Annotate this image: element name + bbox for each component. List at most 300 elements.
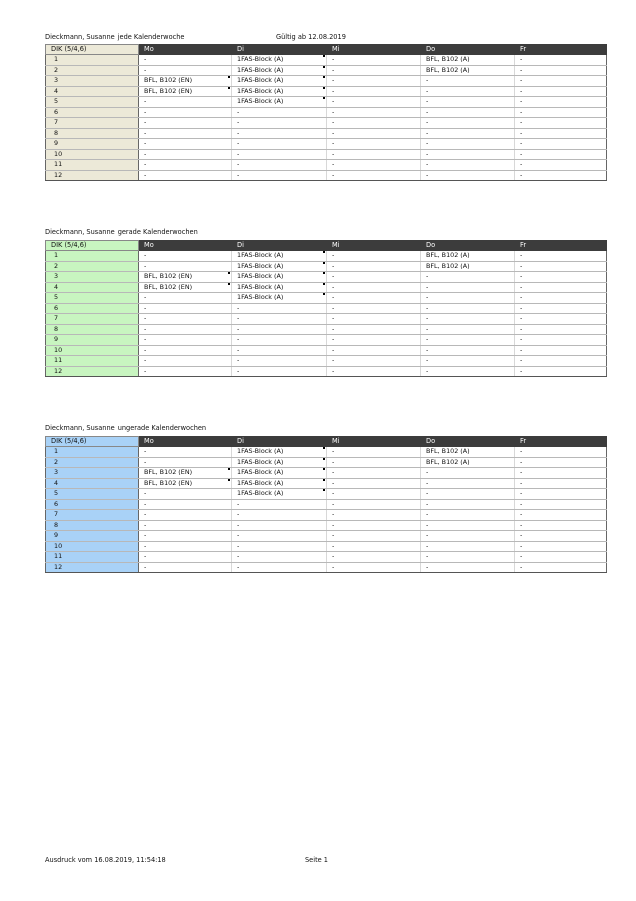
lesson-cell [232,447,327,458]
lesson-cell [515,314,607,325]
period-number: 3 [46,468,139,479]
lesson-cell [327,118,421,129]
table-row [46,107,607,118]
lesson-text: - [520,261,523,270]
header-row [46,437,607,447]
table-row [46,282,607,293]
lesson-cell [515,541,607,552]
class-code-header: DIK (5/4,6) [46,241,139,251]
lesson-cell [327,282,421,293]
lesson-text: - [144,261,147,270]
lesson-text: - [144,541,147,550]
lesson-text: - [332,86,335,95]
lesson-cell [421,478,515,489]
lesson-cell [515,76,607,87]
lesson-text: - [426,282,429,291]
lesson-text: - [332,128,335,137]
lesson-text: - [520,356,523,365]
table-row [46,562,607,573]
lesson-text: - [144,65,147,74]
lesson-cell [515,478,607,489]
lesson-text: - [144,335,147,344]
lesson-text: - [332,55,335,64]
lesson-text: - [426,335,429,344]
cell-marker [228,76,230,78]
table-row [46,324,607,335]
lesson-text: - [426,468,429,477]
day-header: Mi [327,437,421,447]
lesson-cell [139,293,232,304]
lesson-cell [139,160,232,171]
lesson-cell [515,293,607,304]
lesson-cell [327,139,421,150]
lesson-text: - [332,520,335,529]
lesson-text: - [237,520,240,529]
cell-marker [323,262,325,264]
day-header: Fr [515,437,607,447]
lesson-cell [232,107,327,118]
lesson-text: - [426,552,429,561]
lesson-cell [139,552,232,563]
lesson-text: - [426,356,429,365]
lesson-cell [139,282,232,293]
lesson-cell [515,552,607,563]
lesson-cell [327,457,421,468]
lesson-text: - [520,107,523,116]
lesson-text: - [237,324,240,333]
lesson-cell [139,261,232,272]
lesson-text: - [144,324,147,333]
lesson-cell [139,335,232,346]
table-row [46,520,607,531]
lesson-text: - [332,314,335,323]
lesson-text: - [520,293,523,302]
lesson-cell [515,97,607,108]
lesson-cell [139,499,232,510]
lesson-cell [232,55,327,66]
lesson-cell [515,65,607,76]
lesson-cell [232,170,327,181]
cell-marker [323,479,325,481]
lesson-cell [421,335,515,346]
lesson-text: - [332,118,335,127]
lesson-cell [232,261,327,272]
lesson-text: BFL, B102 (EN) [144,86,193,95]
lesson-text: 1FAS-Block (A) [237,97,284,106]
table-row [46,293,607,304]
lesson-text: - [520,86,523,95]
lesson-cell [232,251,327,262]
lesson-text: - [332,478,335,487]
section-title-2 [45,228,198,236]
lesson-cell [232,118,327,129]
lesson-cell [139,478,232,489]
lesson-cell [515,531,607,542]
class-code-header: DIK (5/4,6) [46,45,139,55]
period-number: 4 [46,282,139,293]
lesson-cell [515,303,607,314]
lesson-text: BFL, B102 (A) [426,457,470,466]
lesson-cell [421,447,515,458]
period-number: 10 [46,345,139,356]
lesson-text: - [520,170,523,179]
day-header: Di [232,45,327,55]
table-row [46,457,607,468]
lesson-text: - [144,447,147,456]
period-number: 2 [46,65,139,76]
lesson-cell [139,541,232,552]
lesson-cell [327,261,421,272]
lesson-cell [421,170,515,181]
lesson-text: - [332,149,335,158]
lesson-cell [421,97,515,108]
lesson-text: - [426,139,429,148]
period-number: 6 [46,499,139,510]
table-row [46,356,607,367]
lesson-text: - [237,531,240,540]
lesson-text: - [520,520,523,529]
lesson-cell [232,335,327,346]
lesson-text: - [237,541,240,550]
lesson-text: BFL, B102 (EN) [144,478,193,487]
lesson-cell [232,314,327,325]
cell-marker [323,489,325,491]
lesson-cell [515,118,607,129]
lesson-text: 1FAS-Block (A) [237,55,284,64]
table-row [46,170,607,181]
table-row [46,86,607,97]
lesson-text: - [426,97,429,106]
cell-marker [323,87,325,89]
lesson-text: - [237,128,240,137]
lesson-cell [421,149,515,160]
lesson-text: - [520,499,523,508]
lesson-text: - [332,324,335,333]
lesson-text: - [237,139,240,148]
lesson-cell [232,86,327,97]
lesson-text: BFL, B102 (A) [426,251,470,260]
cell-marker [228,283,230,285]
lesson-text: BFL, B102 (EN) [144,282,193,291]
cell-marker [323,447,325,449]
lesson-text: - [144,303,147,312]
lesson-cell [139,366,232,377]
lesson-cell [139,345,232,356]
lesson-cell [232,499,327,510]
lesson-cell [515,149,607,160]
lesson-text: - [520,76,523,85]
lesson-cell [421,118,515,129]
lesson-text: - [520,489,523,498]
week-type-label: gerade Kalenderwochen [117,228,198,236]
lesson-text: - [144,293,147,302]
timetable-even-weeks [45,240,607,377]
lesson-text: - [332,261,335,270]
lesson-text: - [144,552,147,561]
timetable-every-week [45,44,607,181]
lesson-text: - [144,97,147,106]
lesson-text: - [332,541,335,550]
lesson-text: - [426,366,429,375]
lesson-text: BFL, B102 (A) [426,261,470,270]
lesson-cell [232,139,327,150]
lesson-text: BFL, B102 (A) [426,65,470,74]
period-number: 12 [46,170,139,181]
lesson-cell [421,531,515,542]
table-row [46,541,607,552]
lesson-text: - [332,345,335,354]
lesson-cell [232,468,327,479]
lesson-text: - [426,499,429,508]
lesson-cell [515,282,607,293]
lesson-cell [421,468,515,479]
lesson-cell [421,272,515,283]
lesson-cell [139,139,232,150]
table-row [46,345,607,356]
period-number: 8 [46,520,139,531]
lesson-text: - [520,118,523,127]
lesson-cell [515,499,607,510]
lesson-text: - [520,272,523,281]
lesson-text: - [144,366,147,375]
lesson-text: - [332,489,335,498]
lesson-cell [327,356,421,367]
lesson-cell [421,489,515,500]
lesson-cell [515,160,607,171]
lesson-text: - [332,65,335,74]
lesson-text: 1FAS-Block (A) [237,489,284,498]
lesson-cell [232,272,327,283]
lesson-cell [327,335,421,346]
period-number: 9 [46,335,139,346]
class-code-header: DIK (5/4,6) [46,437,139,447]
period-number: 12 [46,562,139,573]
lesson-text: - [520,552,523,561]
lesson-text: - [237,335,240,344]
lesson-cell [327,76,421,87]
lesson-text: BFL, B102 (EN) [144,272,193,281]
lesson-text: - [426,520,429,529]
lesson-text: - [332,447,335,456]
lesson-cell [327,520,421,531]
lesson-text: - [426,489,429,498]
table-row [46,489,607,500]
lesson-cell [327,510,421,521]
lesson-cell [421,324,515,335]
lesson-cell [232,303,327,314]
lesson-cell [139,468,232,479]
lesson-cell [421,314,515,325]
lesson-cell [421,293,515,304]
lesson-cell [232,478,327,489]
day-header: Di [232,437,327,447]
lesson-text: - [237,345,240,354]
lesson-text: - [520,335,523,344]
lesson-text: - [237,366,240,375]
lesson-text: - [144,149,147,158]
lesson-text: - [144,531,147,540]
lesson-cell [139,76,232,87]
day-header: Mi [327,45,421,55]
lesson-cell [421,366,515,377]
lesson-text: BFL, B102 (EN) [144,76,193,85]
lesson-text: - [237,356,240,365]
lesson-text: 1FAS-Block (A) [237,251,284,260]
cell-marker [228,87,230,89]
lesson-text: - [426,345,429,354]
lesson-text: - [237,552,240,561]
table-row [46,366,607,377]
lesson-cell [421,520,515,531]
lesson-cell [515,139,607,150]
period-number: 11 [46,160,139,171]
lesson-cell [139,272,232,283]
lesson-text: - [144,107,147,116]
lesson-cell [139,149,232,160]
lesson-text: - [332,251,335,260]
lesson-cell [139,107,232,118]
lesson-text: 1FAS-Block (A) [237,272,284,281]
lesson-cell [327,160,421,171]
lesson-cell [515,261,607,272]
lesson-cell [515,562,607,573]
lesson-cell [139,510,232,521]
lesson-text: - [426,118,429,127]
lesson-cell [515,520,607,531]
table-row [46,149,607,160]
lesson-cell [421,160,515,171]
lesson-text: - [237,562,240,571]
cell-marker [323,251,325,253]
lesson-cell [421,282,515,293]
lesson-cell [515,86,607,97]
period-number: 5 [46,293,139,304]
lesson-text: - [332,170,335,179]
lesson-cell [421,107,515,118]
lesson-cell [421,303,515,314]
lesson-cell [421,86,515,97]
period-number: 11 [46,552,139,563]
lesson-text: - [144,489,147,498]
lesson-text: - [144,356,147,365]
period-number: 6 [46,107,139,118]
lesson-cell [139,314,232,325]
lesson-cell [421,251,515,262]
lesson-cell [515,489,607,500]
lesson-cell [139,251,232,262]
lesson-cell [232,282,327,293]
lesson-cell [327,128,421,139]
lesson-cell [421,552,515,563]
lesson-text: - [237,303,240,312]
lesson-cell [421,510,515,521]
lesson-text: - [332,97,335,106]
table-row [46,55,607,66]
lesson-cell [421,55,515,66]
cell-marker [323,458,325,460]
lesson-text: 1FAS-Block (A) [237,261,284,270]
lesson-text: - [332,468,335,477]
lesson-text: - [520,282,523,291]
lesson-cell [232,324,327,335]
lesson-text: - [520,314,523,323]
period-number: 2 [46,261,139,272]
lesson-text: - [332,282,335,291]
lesson-text: BFL, B102 (EN) [144,468,193,477]
lesson-text: - [144,160,147,169]
lesson-cell [327,107,421,118]
period-number: 10 [46,541,139,552]
teacher-name: Dieckmann, Susanne [45,424,115,432]
lesson-text: - [520,468,523,477]
lesson-cell [327,65,421,76]
day-header: Do [421,45,515,55]
week-type-label: jede Kalenderwoche [117,33,185,41]
lesson-text: - [144,345,147,354]
lesson-text: - [332,552,335,561]
cell-marker [323,66,325,68]
period-number: 2 [46,457,139,468]
lesson-cell [232,531,327,542]
lesson-cell [515,457,607,468]
lesson-cell [232,489,327,500]
lesson-cell [327,499,421,510]
lesson-cell [515,447,607,458]
timetable-odd-weeks [45,436,607,573]
lesson-text: BFL, B102 (A) [426,55,470,64]
period-number: 6 [46,303,139,314]
lesson-text: - [332,510,335,519]
lesson-text: - [426,128,429,137]
lesson-cell [139,170,232,181]
lesson-text: - [520,97,523,106]
lesson-text: - [332,107,335,116]
lesson-text: 1FAS-Block (A) [237,76,284,85]
day-header: Mo [139,241,232,251]
table-row [46,499,607,510]
cell-marker [323,293,325,295]
table-row [46,118,607,129]
lesson-text: - [426,160,429,169]
lesson-text: - [332,366,335,375]
lesson-cell [232,510,327,521]
lesson-text: 1FAS-Block (A) [237,457,284,466]
lesson-text: - [520,531,523,540]
day-header: Mo [139,437,232,447]
table-row [46,468,607,479]
lesson-text: - [144,562,147,571]
lesson-text: - [144,55,147,64]
lesson-text: - [520,128,523,137]
table-row [46,335,607,346]
period-number: 1 [46,251,139,262]
lesson-cell [515,366,607,377]
lesson-cell [139,489,232,500]
lesson-text: 1FAS-Block (A) [237,65,284,74]
table-row [46,97,607,108]
lesson-cell [327,324,421,335]
lesson-text: 1FAS-Block (A) [237,468,284,477]
cell-marker [228,468,230,470]
day-header: Fr [515,45,607,55]
lesson-text: - [426,541,429,550]
lesson-text: - [426,478,429,487]
period-number: 3 [46,272,139,283]
lesson-text: 1FAS-Block (A) [237,282,284,291]
page-number: Seite 1 [305,856,329,864]
print-timestamp: Ausdruck vom 16.08.2019, 11:54:18 [45,856,166,864]
period-number: 7 [46,118,139,129]
